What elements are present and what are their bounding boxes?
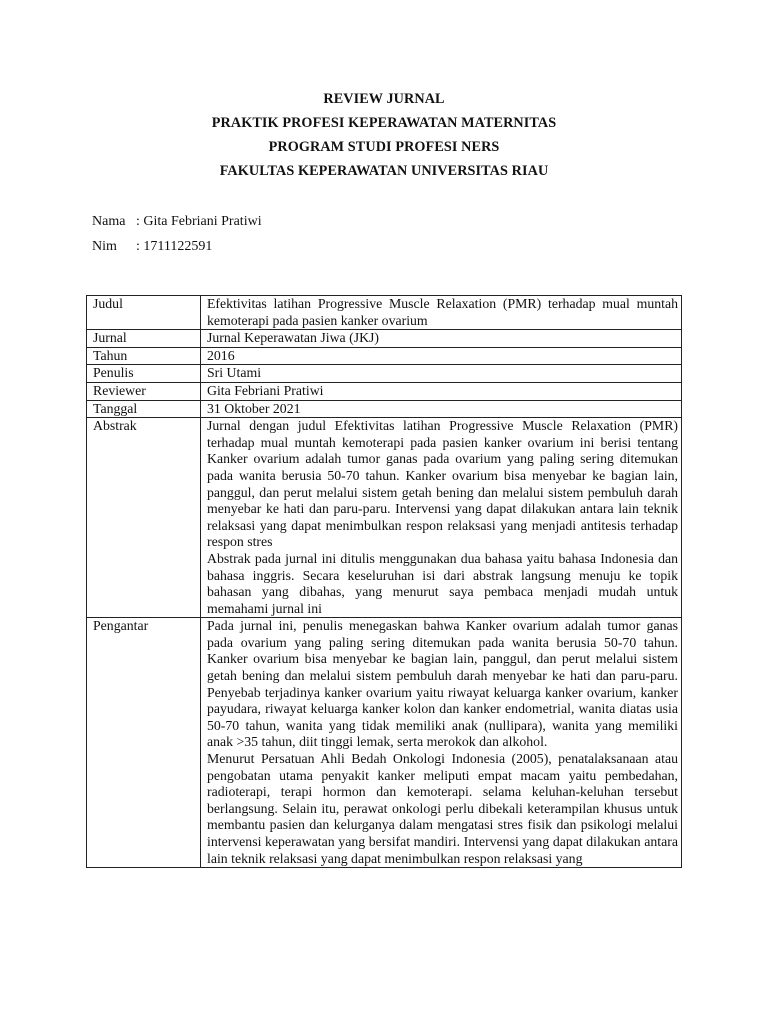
pengantar-paragraph-1: Pada jurnal ini, penulis menegaskan bahwa Kanker ovarium adalah tumor ganas pada ovarium yang paling sering ditemukan pada wanita berusia 50-70 tahun. Kanker ovarium bisa menyebar ke bagian lain, panggul, dan perut melalui sistem getah bening dan melalui sistem pembuluh darah menyebar ke hati dan paru-paru. Penyebab terjadinya kanker ovarium yaitu riwayat keluarga kanker ovarium, kanker payudara, riwayat keluarga kanker kolon dan kanker endometrial, wanita diatas usia 50-70 tahun, wanita yang tidak memiliki anak (nullipara), wanita yang memiliki anak >35 tahun, diit tinggi lemak, serta merokok dan alkohol. — [207, 618, 678, 750]
abstrak-value — [201, 418, 682, 618]
nim-row — [92, 237, 262, 262]
nim-value: : 1711122591 — [136, 239, 213, 254]
title-fakultas: FAKULTAS KEPERAWATAN UNIVERSITAS RIAU — [219, 163, 549, 179]
title-program-studi: PROGRAM STUDI PROFESI NERS — [268, 139, 500, 155]
row-jurnal — [87, 330, 682, 348]
tahun-value: 2016 — [201, 347, 682, 365]
judul-value: Efektivitas latihan Progressive Muscle Relaxation (PMR) terhadap mual muntah kemoterapi pada pasien kanker ovarium — [201, 296, 682, 330]
row-judul — [87, 296, 682, 330]
row-penulis — [87, 365, 682, 383]
pengantar-label: Pengantar — [87, 618, 201, 868]
tanggal-value: 31 Oktober 2021 — [201, 400, 682, 418]
abstrak-paragraph-1: Jurnal dengan judul Efektivitas latihan Progressive Muscle Relaxation (PMR) terhadap mual muntah kemoterapi pada pasien kanker ovarium ini berisi tentang Kanker ovarium adalah tumor ganas pada ovarium yang paling sering ditemukan pada wanita berusia 50-70 tahun. Kanker ovarium bisa menyebar ke bagian lain, panggul, dan perut melalui sistem getah bening dan melalui sistem pembuluh darah menyebar ke hati dan paru-paru. Intervensi yang dapat dilakukan antara lain teknik relaksasi yang dapat menimbulkan respon relaksasi yang menjadi antitesis terhadap respon stres — [207, 418, 678, 550]
pengantar-paragraph-2: Menurut Persatuan Ahli Bedah Onkologi Indonesia (2005), penatalaksanaan atau pengobatan utama penyakit kanker meliputi empat macam yaitu pembedahan, radioterapi, terapi hormon dan kemoterapi. selama keluhan-keluhan tersebut berlangsung. Selain itu, perawat onkologi perlu dibekali keterampilan khusus untuk membantu pasien dan kelurganya dalam mengatasi stres fisik dan psikologi melalui intervensi keperawatan yang bersifat mandiri. Intervensi yang dapat dilakukan antara lain teknik relaksasi yang dapat menimbulkan respon relaksasi yang — [207, 751, 678, 866]
reviewer-label: Reviewer — [87, 382, 201, 400]
abstrak-paragraph-2: Abstrak pada jurnal ini ditulis menggunakan dua bahasa yaitu bahasa Indonesia dan bahasa inggris. Secara keseluruhan isi dari abstrak langsung menuju ke topik bahasan yang dibahas, yang menurut saya pembaca menjadi mudah untuk memahami jurnal ini — [207, 550, 678, 616]
review-table — [86, 295, 682, 868]
title-praktik-profesi: PRAKTIK PROFESI KEPERAWATAN MATERNITAS — [211, 115, 557, 131]
penulis-label: Penulis — [87, 365, 201, 383]
row-tanggal — [87, 400, 682, 418]
title-review-jurnal: REVIEW JURNAL — [323, 91, 445, 107]
pengantar-value — [201, 618, 682, 868]
student-identity — [92, 212, 262, 262]
row-pengantar — [87, 618, 682, 868]
name-row — [92, 212, 262, 237]
jurnal-value: Jurnal Keperawatan Jiwa (JKJ) — [201, 330, 682, 348]
row-tahun — [87, 347, 682, 365]
name-label: Nama — [92, 214, 126, 229]
row-abstrak — [87, 418, 682, 618]
row-reviewer — [87, 382, 682, 400]
reviewer-value: Gita Febriani Pratiwi — [201, 382, 682, 400]
judul-label: Judul — [87, 296, 201, 330]
document-title — [0, 87, 768, 183]
abstrak-label: Abstrak — [87, 418, 201, 618]
tanggal-label: Tanggal — [87, 400, 201, 418]
penulis-value: Sri Utami — [201, 365, 682, 383]
tahun-label: Tahun — [87, 347, 201, 365]
name-value: : Gita Febriani Pratiwi — [136, 214, 262, 229]
jurnal-label: Jurnal — [87, 330, 201, 348]
nim-label: Nim — [92, 239, 117, 254]
